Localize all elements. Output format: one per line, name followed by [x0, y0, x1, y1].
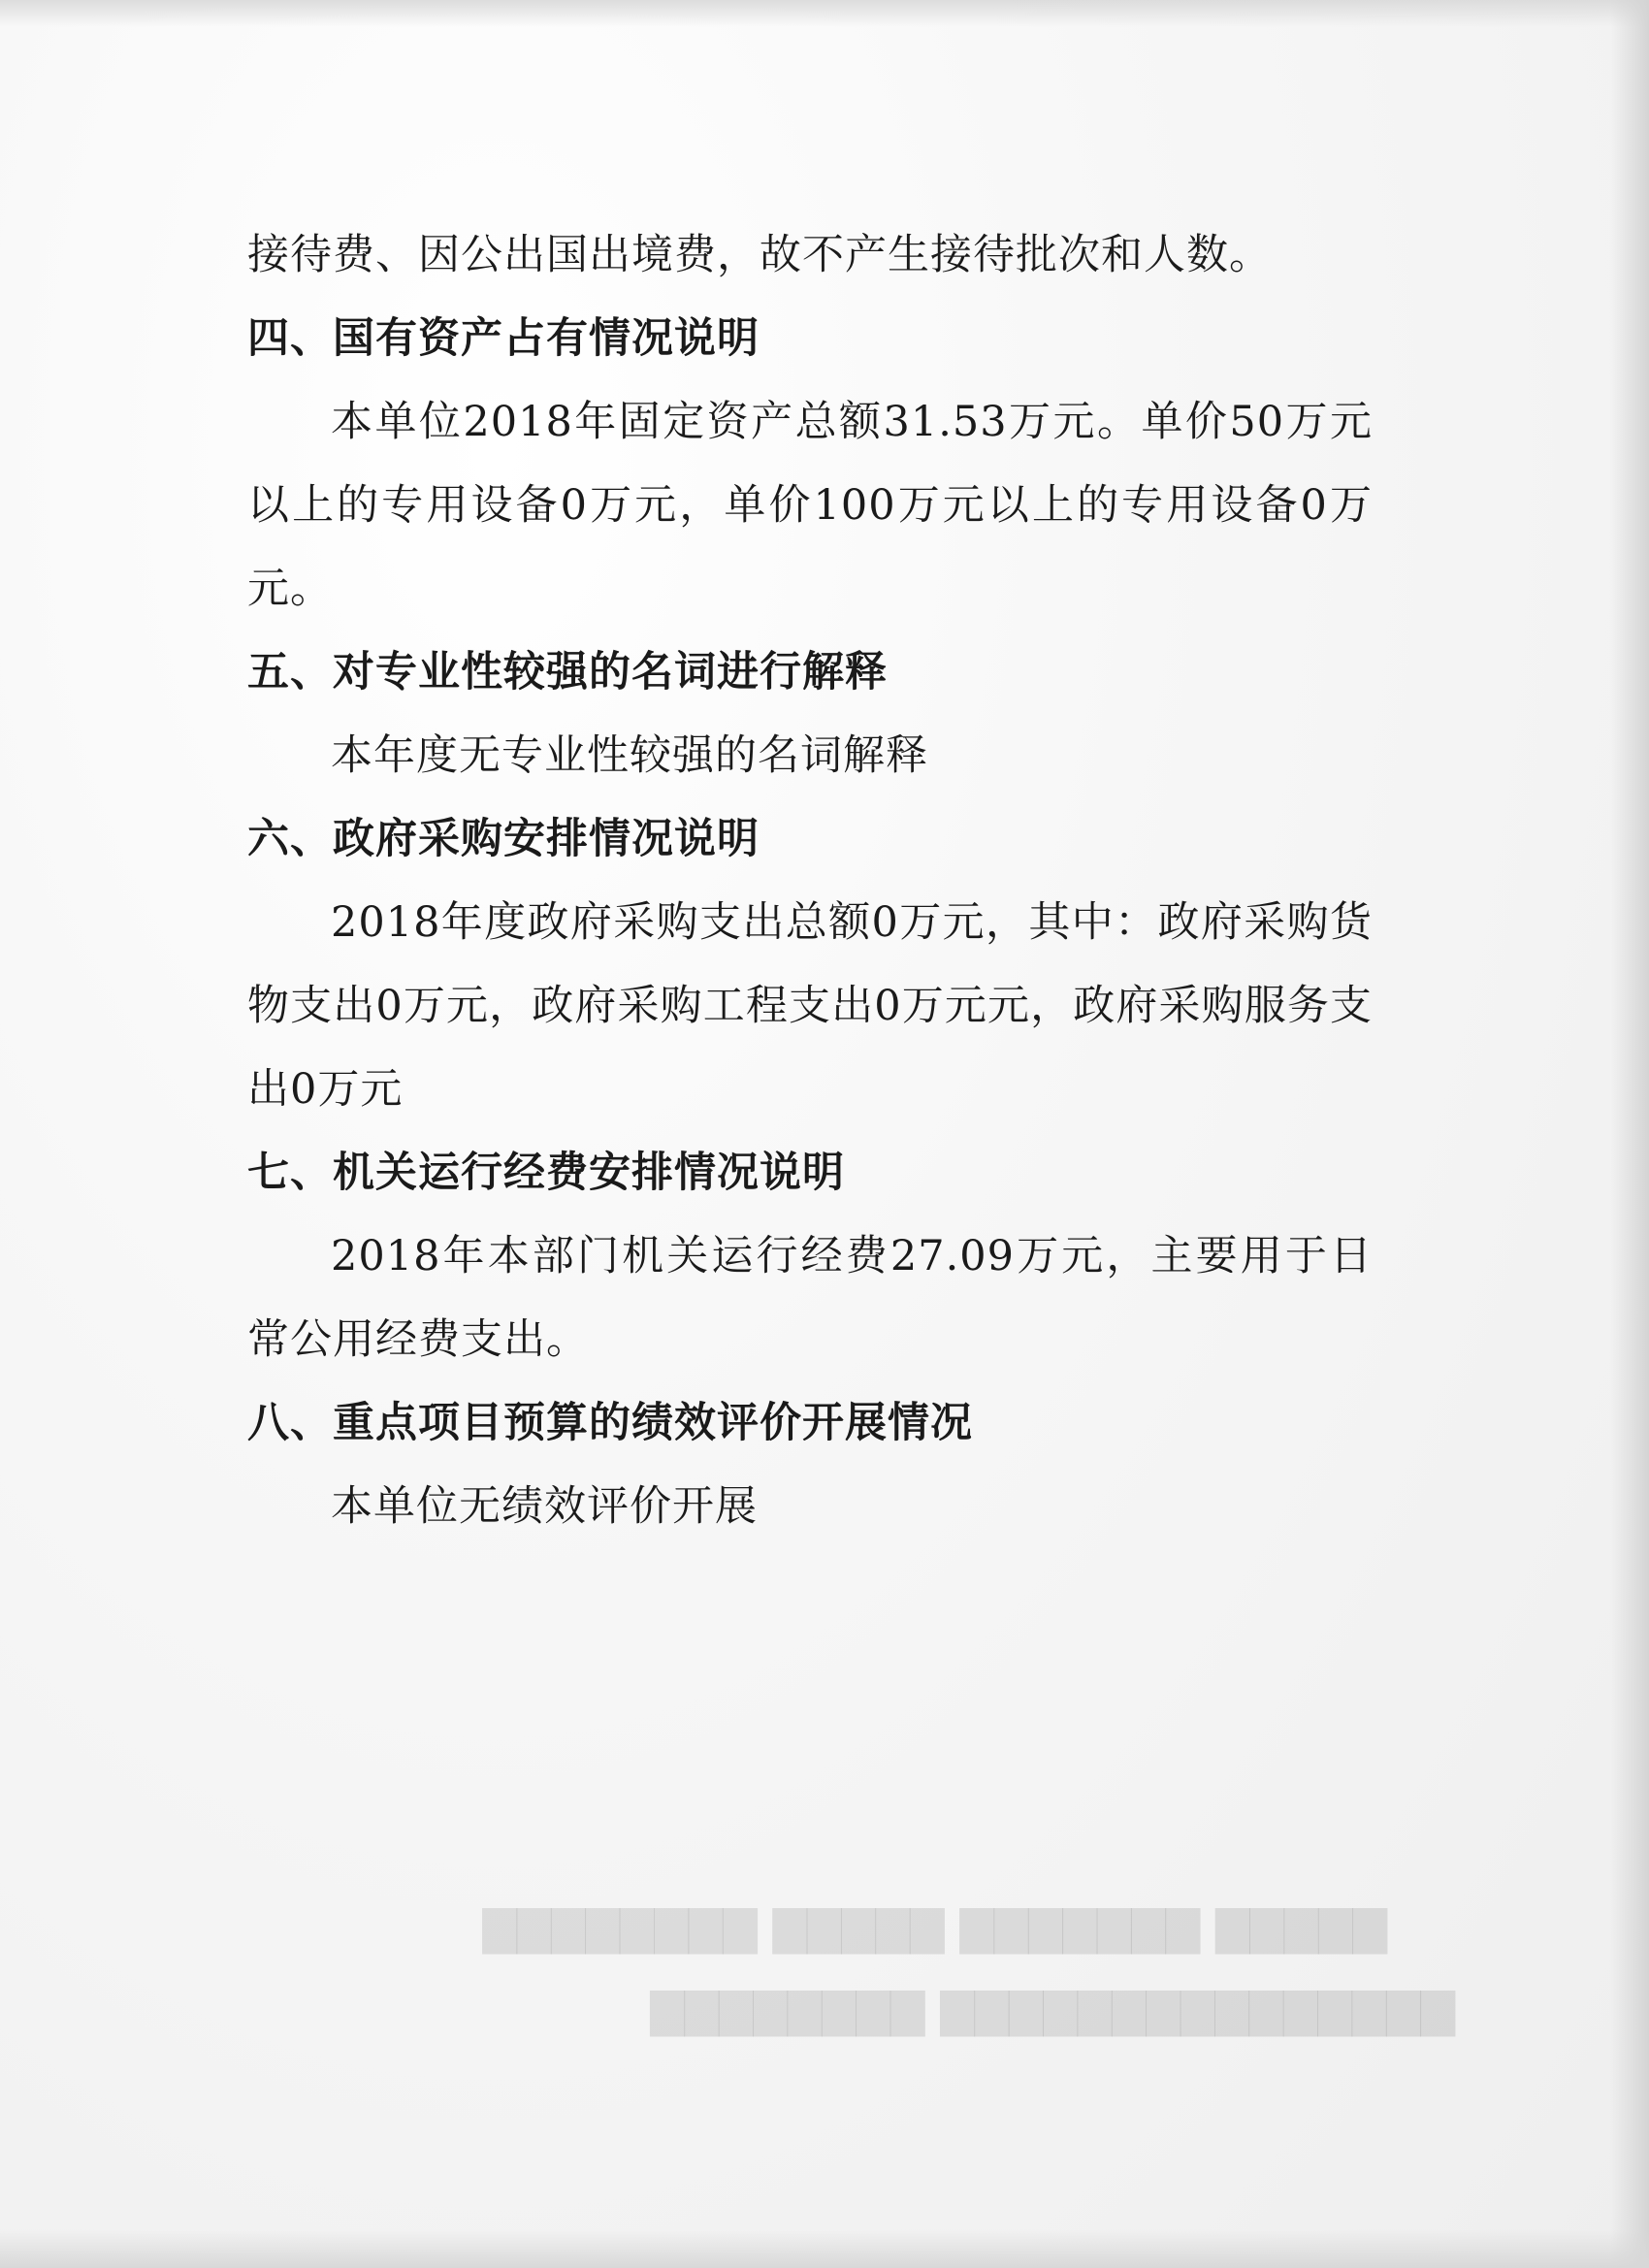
scan-shadow-right: [1610, 0, 1649, 2268]
continuation-text: 接待费、因公出国出境费，故不产生接待批次和人数。: [247, 231, 1272, 279]
scan-shadow-top: [0, 0, 1649, 27]
bleed-through-shadow-1: ▇▇▇▇▇ ▇▇▇▇▇▇▇ ▇▇▇▇▇ ▇▇▇▇▇▇▇▇: [482, 1901, 1387, 1954]
section-body-performance: 本单位无绩效评价开展: [331, 1482, 758, 1531]
scan-shadow-bottom: [0, 2229, 1649, 2268]
section-body-operating-funds: 2018年本部门机关运行经费27.09万元，主要用于日常公用经费支出。: [247, 1232, 1373, 1364]
section-heading-procurement: 六、政府采购安排情况说明: [247, 815, 760, 863]
bleed-through-shadow-2: ▇▇▇▇▇▇▇▇▇▇▇▇▇▇▇ ▇▇▇▇▇▇▇▇: [650, 1984, 1455, 2036]
section-heading-terms: 五、对专业性较强的名词进行解释: [247, 648, 888, 697]
section-heading-assets: 四、国有资产占有情况说明: [247, 314, 760, 363]
section-body-assets: 本单位2018年固定资产总额31.53万元。单价50万元以上的专用设备0万元，单价100万元以上的专用设备0万元。: [247, 398, 1373, 613]
section-heading-performance: 八、重点项目预算的绩效评价开展情况: [247, 1399, 973, 1447]
document-body: [247, 213, 1373, 1548]
section-body-procurement: 2018年度政府采购支出总额0万元，其中：政府采购货物支出0万元，政府采购工程支出0万元元，政府采购服务支出0万元: [247, 898, 1373, 1114]
section-body-terms: 本年度无专业性较强的名词解释: [331, 731, 928, 780]
section-heading-operating-funds: 七、机关运行经费安排情况说明: [247, 1149, 845, 1197]
